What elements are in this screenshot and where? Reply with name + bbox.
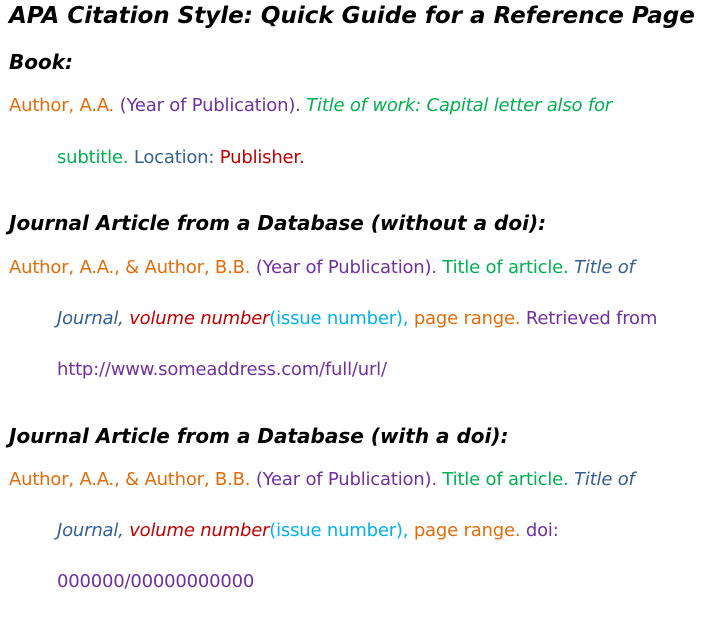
journal-no-doi-line-1 [9, 255, 635, 281]
book-heading: Book: [9, 50, 74, 74]
journal-doi-line-3 [57, 569, 254, 595]
journal-doi-year: (Year of Publication). [255, 469, 437, 490]
journal-no-doi-journal-title: Title of [574, 257, 635, 278]
journal-no-doi-heading: Journal Article from a Database (without a doi): [9, 211, 547, 235]
journal-doi-heading: Journal Article from a Database (with a doi): [9, 424, 509, 448]
book-year: (Year of Publication). [119, 95, 301, 116]
journal-doi-line-2 [57, 518, 559, 544]
journal-doi-value: 000000/00000000000 [57, 571, 255, 592]
journal-no-doi-volume: volume number [129, 308, 270, 329]
journal-no-doi-year: (Year of Publication). [255, 257, 437, 278]
journal-doi-line-1 [9, 467, 635, 493]
journal-no-doi-pages: page range. [413, 308, 521, 329]
book-title: Title of work: Capital letter also for [306, 95, 613, 116]
book-citation-line-2 [57, 145, 305, 171]
journal-doi-journal-title-cont: Journal, [57, 520, 124, 541]
book-subtitle: subtitle. [57, 147, 129, 168]
page-title: APA Citation Style: Quick Guide for a Reference Page [9, 3, 695, 29]
journal-doi-pages: page range. [413, 520, 521, 541]
journal-no-doi-authors: Author, A.A., & Author, B.B. [9, 257, 251, 278]
journal-no-doi-line-3 [57, 357, 387, 383]
journal-doi-label: doi: [525, 520, 559, 541]
journal-no-doi-issue: (issue number), [269, 308, 409, 329]
journal-no-doi-journal-title-cont: Journal, [57, 308, 124, 329]
journal-doi-journal-title: Title of [574, 469, 635, 490]
journal-doi-article-title: Title of article. [442, 469, 569, 490]
journal-no-doi-retrieved: Retrieved from [525, 308, 658, 329]
journal-doi-volume: volume number [129, 520, 270, 541]
book-location: Location: [133, 147, 215, 168]
journal-doi-authors: Author, A.A., & Author, B.B. [9, 469, 251, 490]
journal-no-doi-line-2 [57, 306, 657, 332]
journal-no-doi-article-title: Title of article. [442, 257, 569, 278]
journal-no-doi-url: http://www.someaddress.com/full/url/ [57, 359, 387, 380]
book-author: Author, A.A. [9, 95, 115, 116]
book-publisher: Publisher. [219, 147, 305, 168]
book-citation-line-1 [9, 93, 612, 119]
journal-doi-issue: (issue number), [269, 520, 409, 541]
